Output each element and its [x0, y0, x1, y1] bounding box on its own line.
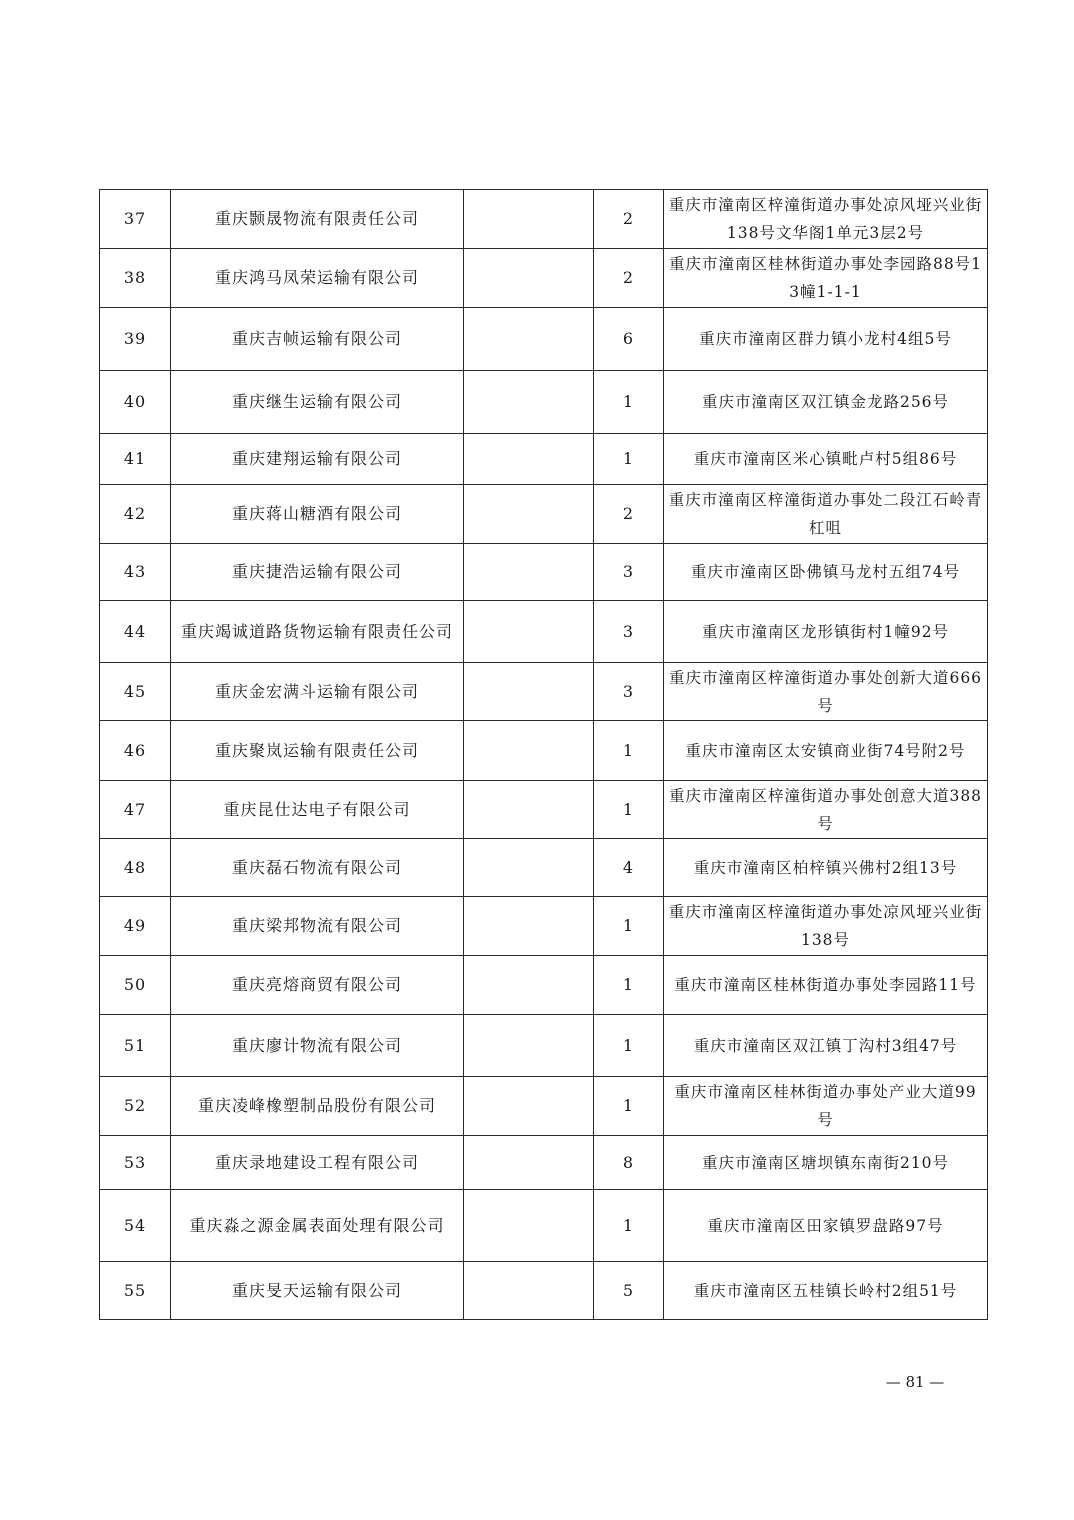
blank-cell	[464, 1077, 594, 1136]
blank-cell	[464, 956, 594, 1015]
company-name-cell: 重庆录地建设工程有限公司	[171, 1136, 464, 1190]
table-row	[100, 544, 988, 601]
blank-cell	[464, 663, 594, 721]
blank-cell	[464, 485, 594, 544]
blank-cell	[464, 601, 594, 663]
row-number-cell: 45	[100, 663, 171, 721]
table-row	[100, 1262, 988, 1320]
address-cell: 重庆市潼南区梓潼街道办事处凉风垭兴业街138号	[664, 897, 988, 956]
address-cell: 重庆市潼南区塘坝镇东南街210号	[664, 1136, 988, 1190]
blank-cell	[464, 190, 594, 249]
company-name-cell: 重庆继生运输有限公司	[171, 371, 464, 434]
table-row	[100, 249, 988, 308]
row-number-cell: 49	[100, 897, 171, 956]
company-name-cell: 重庆淼之源金属表面处理有限公司	[171, 1190, 464, 1262]
row-number-cell: 53	[100, 1136, 171, 1190]
company-name-cell: 重庆凌峰橡塑制品股份有限公司	[171, 1077, 464, 1136]
row-number-cell: 48	[100, 839, 171, 897]
company-name-cell: 重庆颢晟物流有限责任公司	[171, 190, 464, 249]
company-name-cell: 重庆旻天运输有限公司	[171, 1262, 464, 1320]
table-row	[100, 956, 988, 1015]
table-row	[100, 434, 988, 485]
blank-cell	[464, 1190, 594, 1262]
blank-cell	[464, 1262, 594, 1320]
row-number-cell: 52	[100, 1077, 171, 1136]
table-row	[100, 601, 988, 663]
company-name-cell: 重庆廖计物流有限公司	[171, 1015, 464, 1077]
address-cell: 重庆市潼南区梓潼街道办事处凉风垭兴业街138号文华阁1单元3层2号	[664, 190, 988, 249]
count-cell: 2	[594, 190, 664, 249]
count-cell: 4	[594, 839, 664, 897]
count-cell: 1	[594, 1077, 664, 1136]
company-name-cell: 重庆亮熔商贸有限公司	[171, 956, 464, 1015]
row-number-cell: 44	[100, 601, 171, 663]
address-cell: 重庆市潼南区柏梓镇兴佛村2组13号	[664, 839, 988, 897]
blank-cell	[464, 1136, 594, 1190]
company-name-cell: 重庆聚岚运输有限责任公司	[171, 721, 464, 781]
count-cell: 3	[594, 544, 664, 601]
count-cell: 1	[594, 721, 664, 781]
row-number-cell: 46	[100, 721, 171, 781]
table-row	[100, 839, 988, 897]
company-table	[99, 189, 988, 1320]
blank-cell	[464, 249, 594, 308]
address-cell: 重庆市潼南区桂林街道办事处李园路88号13幢1-1-1	[664, 249, 988, 308]
address-cell: 重庆市潼南区太安镇商业街74号附2号	[664, 721, 988, 781]
table-row	[100, 781, 988, 839]
blank-cell	[464, 839, 594, 897]
row-number-cell: 38	[100, 249, 171, 308]
address-cell: 重庆市潼南区五桂镇长岭村2组51号	[664, 1262, 988, 1320]
table-row	[100, 485, 988, 544]
count-cell: 1	[594, 371, 664, 434]
count-cell: 1	[594, 897, 664, 956]
table-row	[100, 308, 988, 371]
count-cell: 6	[594, 308, 664, 371]
blank-cell	[464, 371, 594, 434]
table-row	[100, 1190, 988, 1262]
table-body	[100, 190, 988, 1320]
table-row	[100, 721, 988, 781]
address-cell: 重庆市潼南区桂林街道办事处李园路11号	[664, 956, 988, 1015]
blank-cell	[464, 1015, 594, 1077]
table-row	[100, 1077, 988, 1136]
company-name-cell: 重庆捷浩运输有限公司	[171, 544, 464, 601]
table-row	[100, 190, 988, 249]
count-cell: 2	[594, 485, 664, 544]
row-number-cell: 39	[100, 308, 171, 371]
count-cell: 3	[594, 663, 664, 721]
address-cell: 重庆市潼南区双江镇金龙路256号	[664, 371, 988, 434]
company-name-cell: 重庆建翔运输有限公司	[171, 434, 464, 485]
row-number-cell: 54	[100, 1190, 171, 1262]
company-name-cell: 重庆鸿马凤荣运输有限公司	[171, 249, 464, 308]
blank-cell	[464, 781, 594, 839]
address-cell: 重庆市潼南区梓潼街道办事处创意大道388号	[664, 781, 988, 839]
address-cell: 重庆市潼南区桂林街道办事处产业大道99号	[664, 1077, 988, 1136]
table-row	[100, 897, 988, 956]
count-cell: 2	[594, 249, 664, 308]
blank-cell	[464, 897, 594, 956]
table-row	[100, 1136, 988, 1190]
row-number-cell: 50	[100, 956, 171, 1015]
row-number-cell: 42	[100, 485, 171, 544]
count-cell: 3	[594, 601, 664, 663]
blank-cell	[464, 434, 594, 485]
company-name-cell: 重庆竭诚道路货物运输有限责任公司	[171, 601, 464, 663]
row-number-cell: 47	[100, 781, 171, 839]
address-cell: 重庆市潼南区田家镇罗盘路97号	[664, 1190, 988, 1262]
address-cell: 重庆市潼南区梓潼街道办事处二段江石岭青杠咀	[664, 485, 988, 544]
company-name-cell: 重庆蒋山糖酒有限公司	[171, 485, 464, 544]
address-cell: 重庆市潼南区梓潼街道办事处创新大道666号	[664, 663, 988, 721]
row-number-cell: 51	[100, 1015, 171, 1077]
count-cell: 1	[594, 1015, 664, 1077]
row-number-cell: 43	[100, 544, 171, 601]
page-number: — 81 —	[885, 1373, 945, 1391]
company-name-cell: 重庆金宏满斗运输有限公司	[171, 663, 464, 721]
row-number-cell: 40	[100, 371, 171, 434]
address-cell: 重庆市潼南区群力镇小龙村4组5号	[664, 308, 988, 371]
count-cell: 8	[594, 1136, 664, 1190]
count-cell: 1	[594, 434, 664, 485]
count-cell: 5	[594, 1262, 664, 1320]
address-cell: 重庆市潼南区龙形镇街村1幢92号	[664, 601, 988, 663]
count-cell: 1	[594, 1190, 664, 1262]
table-row	[100, 371, 988, 434]
table-row	[100, 663, 988, 721]
company-name-cell: 重庆梁邦物流有限公司	[171, 897, 464, 956]
row-number-cell: 37	[100, 190, 171, 249]
address-cell: 重庆市潼南区双江镇丁沟村3组47号	[664, 1015, 988, 1077]
company-name-cell: 重庆吉帧运输有限公司	[171, 308, 464, 371]
address-cell: 重庆市潼南区卧佛镇马龙村五组74号	[664, 544, 988, 601]
company-name-cell: 重庆磊石物流有限公司	[171, 839, 464, 897]
blank-cell	[464, 544, 594, 601]
company-name-cell: 重庆昆仕达电子有限公司	[171, 781, 464, 839]
blank-cell	[464, 721, 594, 781]
row-number-cell: 41	[100, 434, 171, 485]
count-cell: 1	[594, 956, 664, 1015]
table-row	[100, 1015, 988, 1077]
address-cell: 重庆市潼南区米心镇毗卢村5组86号	[664, 434, 988, 485]
row-number-cell: 55	[100, 1262, 171, 1320]
blank-cell	[464, 308, 594, 371]
count-cell: 1	[594, 781, 664, 839]
